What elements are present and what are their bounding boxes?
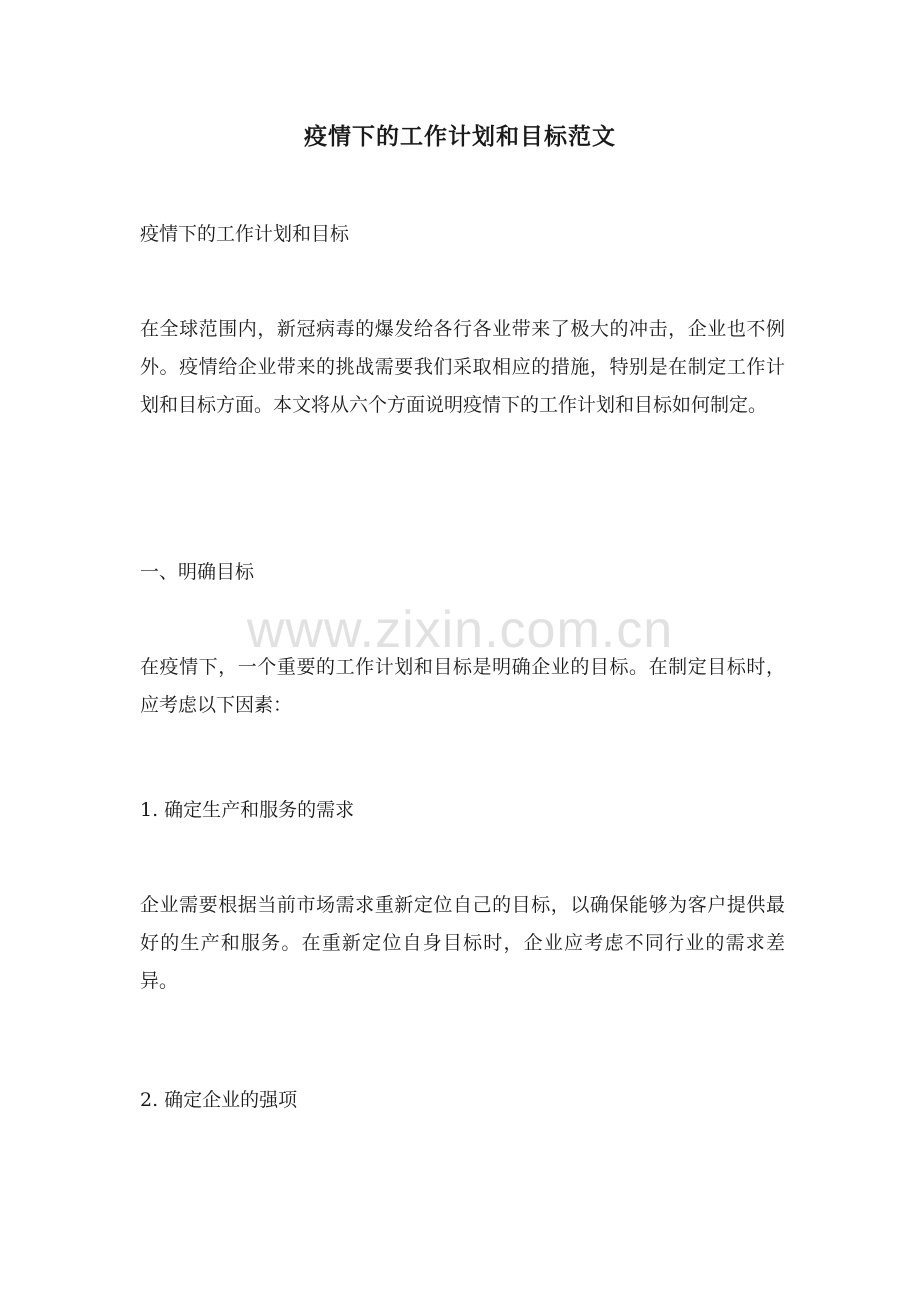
- section-1-paragraph: 在疫情下，一个重要的工作计划和目标是明确企业的目标。在制定目标时，应考虑以下因素：: [140, 656, 785, 716]
- intro-paragraph: 在全球范围内，新冠病毒的爆发给各行各业带来了极大的冲击，企业也不例外。疫情给企业带来的挑战需要我们采取相应的措施，特别是在制定工作计划和目标方面。本文将从六个方面说明疫情下的工作计划和目标如何制定。: [140, 318, 785, 416]
- item-heading-2: 2. 确定企业的强项: [140, 1089, 298, 1111]
- subtitle: 疫情下的工作计划和目标: [140, 223, 350, 245]
- section-heading-1: 一、明确目标: [140, 561, 255, 583]
- item-heading-1: 1. 确定生产和服务的需求: [140, 799, 355, 821]
- item-1-paragraph: 企业需要根据当前市场需求重新定位自己的目标，以确保能够为客户提供最好的生产和服务。在重新定位自身目标时，企业应考虑不同行业的需求差异。: [140, 894, 785, 992]
- watermark: www.zixin.com.cn: [246, 601, 674, 659]
- document-title: 疫情下的工作计划和目标范文: [304, 123, 616, 150]
